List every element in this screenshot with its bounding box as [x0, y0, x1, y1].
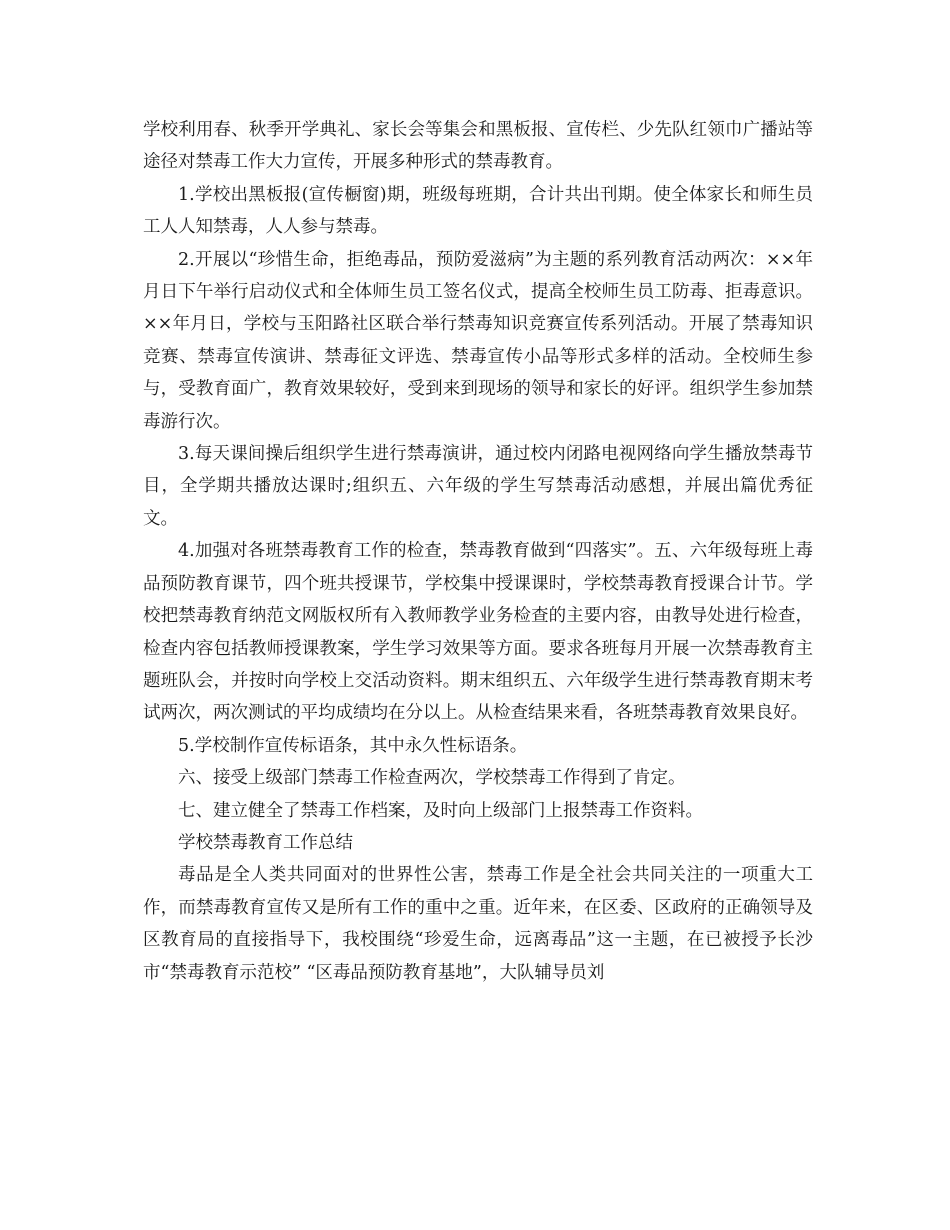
paragraph-item-2: 2.开展以“珍惜生命，拒绝毒品，预防爱滋病”为主题的系列教育活动两次：××年月日下午举行启动仪式和全体师生员工签名仪式，提高全校师生员工防毒、拒毒意识。××年月日，学校与玉阳路社区联合举行禁毒知识竞赛宣传系列活动。开展了禁毒知识竞赛、禁毒宣传演讲、禁毒征文评选、禁毒宣传小品等形式多样的活动。全校师生参与，受教育面广，教育效果较好，受到来到现场的领导和家长的好评。组织学生参加禁毒游行次。: [143, 249, 813, 432]
paragraph-item-1: 1.学校出黑板报(宣传橱窗)期，班级每班期，合计共出刊期。使全体家长和师生员工人人知禁毒，人人参与禁毒。: [143, 184, 813, 238]
paragraph-item-4: 4.加强对各班禁毒教育工作的检查，禁毒教育做到“四落实”。五、六年级每班上毒品预防教育课节，四个班共授课节，学校集中授课课时，学校禁毒教育授课合计节。学校把禁毒教育纳范文网版权所有入教师教学业务检查的主要内容，由教导处进行检查，检查内容包括教师授课教案，学生学习效果等方面。要求各班每月开展一次禁毒教育主题班队会，并按时向学校上交活动资料。期末组织五、六年级学生进行禁毒教育期末考试两次，两次测试的平均成绩均在分以上。从检查结果来看，各班禁毒教育效果良好。: [143, 541, 813, 724]
document-body: [143, 114, 813, 989]
section-heading: 学校禁毒教育工作总结: [178, 832, 353, 853]
paragraph-summary: 毒品是全人类共同面对的世界性公害，禁毒工作是全社会共同关注的一项重大工作，而禁毒教育宣传又是所有工作的重中之重。近年来，在区委、区政府的正确领导及区教育局的直接指导下，我校围绕“珍爱生命，远离毒品”这一主题，在已被授予长沙市“禁毒教育示范校” “区毒品预防教育基地”，大队辅导员刘: [143, 865, 813, 983]
paragraph-section-7: 七、建立健全了禁毒工作档案，及时向上级部门上报禁毒工作资料。: [178, 800, 703, 821]
paragraph-item-3: 3.每天课间操后组织学生进行禁毒演讲，通过校内闭路电视网络向学生播放禁毒节目，全学期共播放达课时;组织五、六年级的学生写禁毒活动感想，并展出篇优秀征文。: [143, 444, 813, 529]
paragraph-intro: 学校利用春、秋季开学典礼、家长会等集会和黑板报、宣传栏、少先队红领巾广播站等途径对禁毒工作大力宣传，开展多种形式的禁毒教育。: [143, 120, 813, 173]
paragraph-item-5: 5.学校制作宣传标语条，其中永久性标语条。: [178, 735, 528, 756]
paragraph-section-6: 六、接受上级部门禁毒工作检查两次，学校禁毒工作得到了肯定。: [178, 768, 686, 789]
